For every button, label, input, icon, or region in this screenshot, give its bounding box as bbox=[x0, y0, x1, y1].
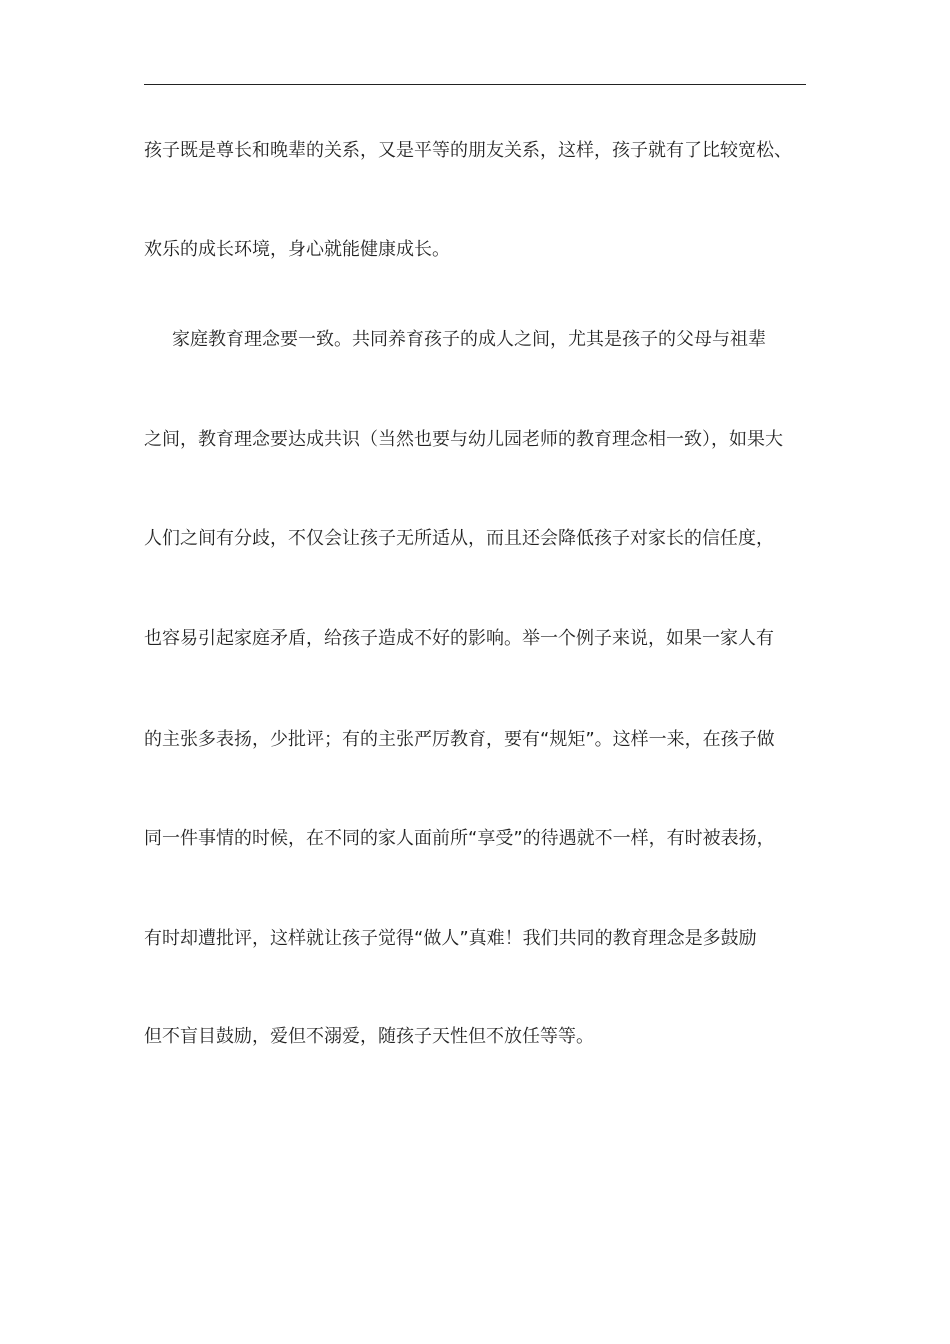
paragraph-line-8: 同一件事情的时候，在不同的家人面前所“享受”的待遇就不一样，有时被表扬， bbox=[144, 828, 775, 849]
paragraph-line-2: 欢乐的成长环境，身心就能健康成长。 bbox=[144, 239, 450, 260]
paragraph-line-6: 也容易引起家庭矛盾，给孩子造成不好的影响。举一个例子来说，如果一家人有 bbox=[144, 628, 774, 649]
paragraph-line-5: 人们之间有分歧，不仅会让孩子无所适从，而且还会降低孩子对家长的信任度， bbox=[144, 528, 774, 549]
paragraph-line-1: 孩子既是尊长和晚辈的关系，又是平等的朋友关系，这样，孩子就有了比较宽松、 bbox=[144, 140, 792, 161]
paragraph-line-4: 之间，教育理念要达成共识（当然也要与幼儿园老师的教育理念相一致），如果大 bbox=[144, 429, 783, 450]
paragraph-line-9: 有时却遭批评，这样就让孩子觉得“做人”真难！我们共同的教育理念是多鼓励 bbox=[144, 928, 757, 949]
paragraph-line-10: 但不盲目鼓励，爱但不溺爱，随孩子天性但不放任等等。 bbox=[144, 1026, 594, 1047]
header-rule bbox=[144, 84, 806, 85]
paragraph-line-7: 的主张多表扬，少批评；有的主张严厉教育，要有“规矩”。这样一来，在孩子做 bbox=[144, 729, 775, 750]
paragraph-line-3: 家庭教育理念要一致。共同养育孩子的成人之间，尤其是孩子的父母与祖辈 bbox=[172, 329, 766, 350]
